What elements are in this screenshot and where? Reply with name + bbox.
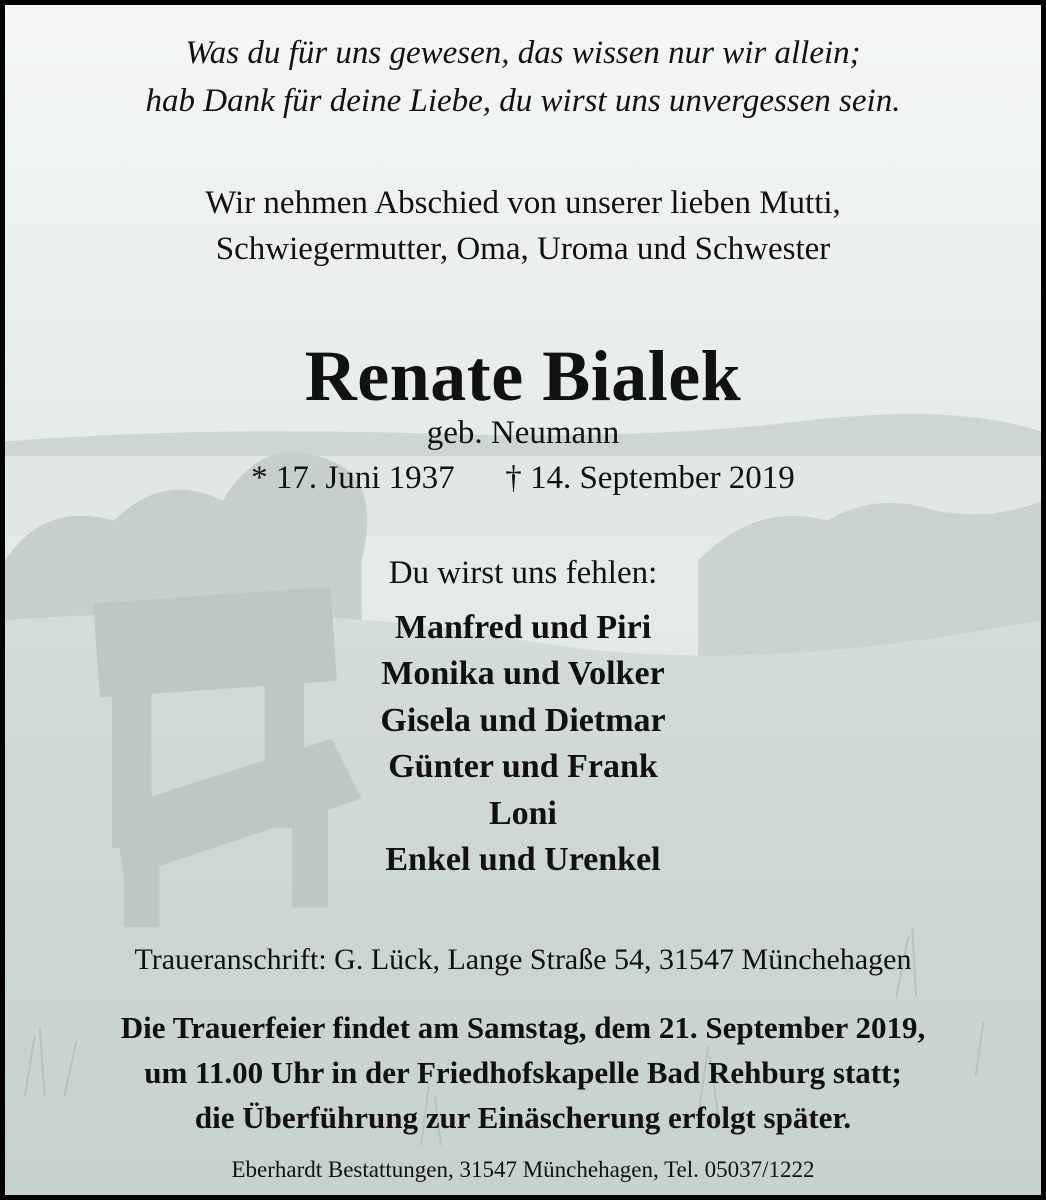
undertaker-info: Eberhardt Bestattungen, 31547 Münchehagen, Tel. 05037/1222	[231, 1157, 815, 1182]
deceased-name: Renate Bialek	[304, 336, 742, 416]
death-date: † 14. September 2019	[505, 460, 795, 496]
motto-line-2: hab Dank für deine Liebe, du wirst uns unvergessen sein.	[145, 83, 901, 119]
birth-date: * 17. Juni 1937	[251, 460, 455, 496]
motto-line-1: Was du für uns gewesen, das wissen nur wir allein;	[185, 35, 861, 71]
birth-name: geb. Neumann	[426, 415, 620, 451]
mourner-name: Loni	[488, 795, 558, 832]
mourner-name: Monika und Volker	[381, 655, 665, 692]
intro-line-1: Wir nehmen Abschied von unserer lieben Mutti,	[205, 185, 841, 221]
life-dates	[5, 460, 1041, 497]
intro-line-2: Schwiegermutter, Oma, Uroma und Schwester	[215, 231, 831, 267]
mourner-name: Gisela und Dietmar	[380, 702, 666, 739]
notice-text	[5, 5, 1041, 1195]
mourning-address: Traueranschrift: G. Lück, Lange Straße 54, 31547 Münchehagen	[134, 943, 912, 976]
mourners-heading: Du wirst uns fehlen:	[388, 555, 658, 591]
ceremony-line-3: die Überführung zur Einäscherung erfolgt später.	[194, 1100, 852, 1135]
ceremony-line-2: um 11.00 Uhr in der Friedhofskapelle Bad Rehburg statt;	[144, 1055, 902, 1090]
mourner-name: Manfred und Piri	[394, 609, 652, 646]
mourner-name: Enkel und Urenkel	[385, 841, 661, 878]
ceremony-line-1: Die Trauerfeier findet am Samstag, dem 21. September 2019,	[120, 1010, 926, 1045]
mourner-name: Günter und Frank	[388, 748, 658, 785]
